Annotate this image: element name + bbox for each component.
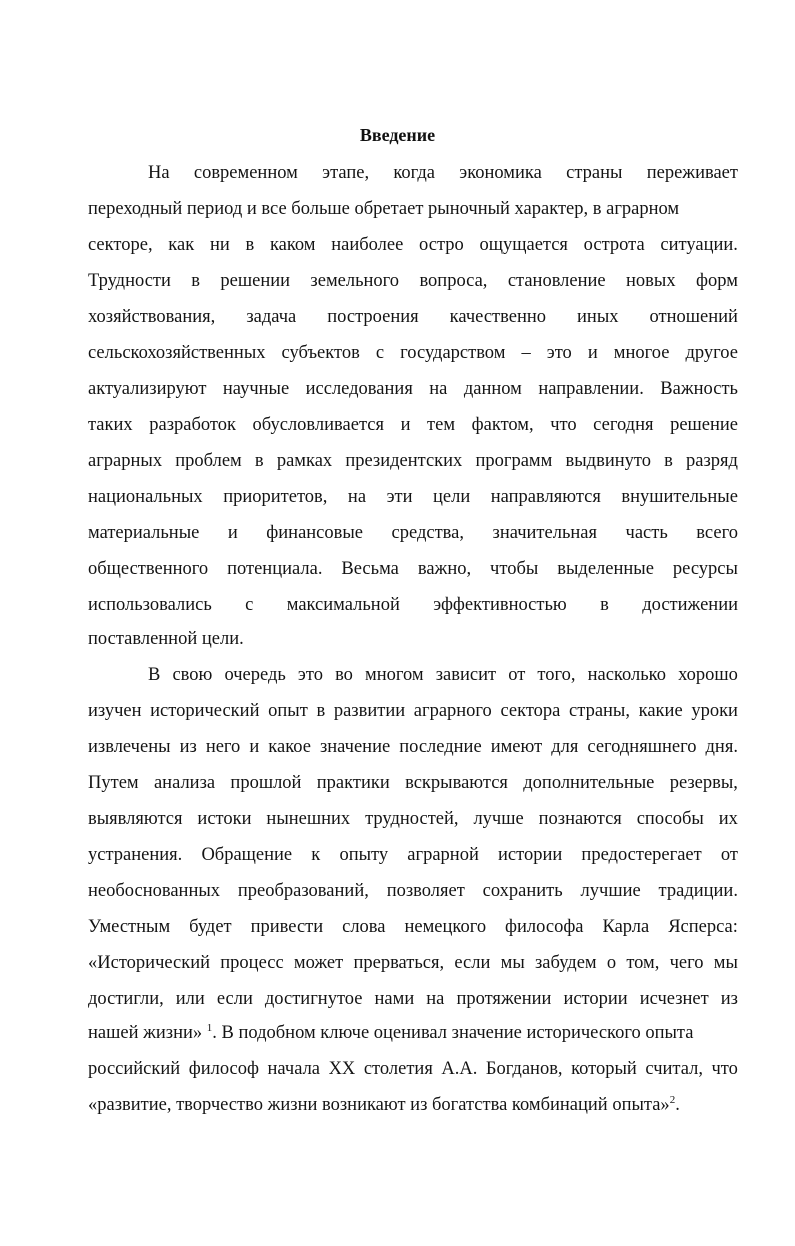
paragraph-1-line-4-word: форм [695,271,738,291]
paragraph-2-line-10-word: протяжении [456,989,552,1009]
paragraph-1-line-3-word: наиболее [331,235,404,255]
paragraph-2-line-9-word: «Исторический [88,953,211,973]
paragraph-2-line-5-word: лучше [473,809,524,829]
paragraph-1-line-10-word: национальных [88,487,203,507]
paragraph-2-line-1-word: очередь [224,665,286,685]
paragraph-2-line-7-word: позволяет [386,881,465,901]
paragraph-1-line-12-word: чтобы [490,559,539,579]
paragraph-2-line-4-word: практики [316,773,390,793]
paragraph-2-line-7-word: сохранить [482,881,563,901]
paragraph-2-line-5-word: их [718,809,738,829]
paragraph-2-line-7-word: лучшие [580,881,641,901]
paragraph-2-line-1-word: многом [365,665,424,685]
paragraph-2-line-7-word: традиции. [658,881,738,901]
paragraph-2-line-12-word: А.А. [441,1059,478,1079]
paragraph-2-line-3-word: из [179,737,197,757]
paragraph-2-line-9-word: о [606,953,617,973]
paragraph-1-line-10-word: внушительные [621,487,738,507]
paragraph-2-line-3-word: для [551,737,579,757]
paragraph-1-line-5-word: хозяйствования, [88,307,216,327]
paragraph-1-line-3-word: ситуации. [660,235,738,255]
paragraph-1-line-6-word: многое [613,343,670,363]
paragraph-2-line-1 [148,664,738,686]
paragraph-2-line-2-word: развитии [333,701,406,721]
paragraph-1-line-9-word: аграрных [88,451,163,471]
paragraph-1-line-8-word: и [400,415,411,435]
paragraph-1-line-1-word: экономика [459,163,542,183]
paragraph-1-line-1-word: когда [393,163,435,183]
paragraph-2-line-6-word: предостерегает [581,845,702,865]
paragraph-1-line-6-word: это [546,343,572,363]
paragraph-1-line-12-word: общественного [88,559,209,579]
paragraph-1-line-4-word: становление [507,271,606,291]
paragraph-1-line-7-word: Важность [660,379,738,399]
paragraph-2-line-6-word: опыту [339,845,389,865]
paragraph-1-line-12-word: Весьма [341,559,399,579]
paragraph-1-line-6-word: субъектов [281,343,360,363]
paragraph-2-line-1-word: того, [537,665,576,685]
paragraph-2-line-9-word: может [293,953,344,973]
paragraph-2-line-3 [88,736,738,758]
paragraph-1-line-10 [88,486,738,508]
paragraph-2-line-10-word: исчезнет [639,989,709,1009]
paragraph-1-line-8-word: что [550,415,577,435]
paragraph-2-line-8-word: Ясперса: [668,917,738,937]
paragraph-2-line-9 [88,952,738,974]
footnote-ref-2: 2 [669,1093,676,1106]
paragraph-2-line-3-word: дня. [705,737,738,757]
paragraph-2-line-4-word: дополнительные [523,773,655,793]
paragraph-1-line-6-word: и [587,343,598,363]
paragraph-1-line-8 [88,414,738,436]
paragraph-2-line-10-word: достигли, [88,989,164,1009]
paragraph-1-line-12-word: выделенные [557,559,654,579]
paragraph-2-line-10 [88,988,738,1010]
paragraph-1-line-4-word: вопроса, [419,271,488,291]
footnote-ref-1: 1 [206,1021,213,1034]
paragraph-1-line-6-word: – [521,343,531,363]
paragraph-1-line-1-word: На [148,163,170,183]
paragraph-2-line-9-word: мы [500,953,525,973]
paragraph-2-line-13-text: «развитие, творчество жизни возникают из богатства комбинаций опыта» [88,1095,670,1115]
paragraph-1-line-2 [88,198,738,220]
paragraph-1-line-13-word: максимальной [286,595,400,615]
paragraph-2-line-2-word: изучен [88,701,142,721]
paragraph-2-line-5-word: нынешних [266,809,351,829]
paragraph-1-line-8-word: решение [670,415,738,435]
paragraph-1-line-4-word: новых [626,271,676,291]
paragraph-1-line-9-word: в [664,451,673,471]
paragraph-1-line-10-word: направляются [490,487,601,507]
paragraph-2-line-5-word: познаются [538,809,622,829]
paragraph-2-line-12-word: считал, [645,1059,703,1079]
paragraph-1-line-3-word: ощущается [479,235,568,255]
paragraph-2-line-6-word: истории [498,845,563,865]
page-title: Введение [359,125,436,145]
paragraph-1-line-5-word: качественно [449,307,547,327]
paragraph-1-line-7-word: направлении. [538,379,644,399]
paragraph-2-line-3-word: имеют [490,737,543,757]
paragraph-2-line-6-word: к [311,845,321,865]
paragraph-2-line-4-word: Путем [88,773,139,793]
paragraph-1-line-6 [88,342,738,364]
paragraph-1-line-9-word: президентских [345,451,463,471]
paragraph-2-line-9-word: если [454,953,491,973]
paragraph-2-line-1-word: во [335,665,353,685]
paragraph-2-line-10-word: из [720,989,738,1009]
paragraph-2-line-2-word: аграрного [413,701,492,721]
paragraph-2-line-3-word: извлечены [88,737,171,757]
paragraph-2-line-9-word: прерваться, [353,953,445,973]
paragraph-2-line-3-word: него [205,737,241,757]
paragraph-1-line-8-word: обусловливается [252,415,385,435]
paragraph-2-line-3-word: значение [319,737,391,757]
paragraph-2-line-6-word: Обращение [201,845,293,865]
paragraph-2-line-5-word: выявляются [88,809,183,829]
paragraph-2-line-4-word: резервы, [669,773,738,793]
paragraph-2-line-1-word: насколько [587,665,666,685]
paragraph-2-line-6-word: устранения. [88,845,183,865]
paragraph-2-line-5-word: трудностей, [365,809,459,829]
paragraph-2-line-8-word: привести [250,917,324,937]
paragraph-2-line-7-word: необоснованных [88,881,221,901]
paragraph-1-line-12-word: ресурсы [672,559,738,579]
paragraph-1-line-5 [88,306,738,328]
paragraph-1-line-5-word: задача [246,307,297,327]
paragraph-2-line-8-word: немецкого [404,917,487,937]
paragraph-1-line-5-word: построения [327,307,419,327]
paragraph-2-line-8-word: Карла [602,917,650,937]
paragraph-2-line-10-word: истории [563,989,628,1009]
paragraph-1-line-7-word: данном [463,379,522,399]
paragraph-1-line-8-word: таких [88,415,133,435]
paragraph-2-line-5-word: способы [636,809,704,829]
paragraph-2-line-12-word: начала [267,1059,321,1079]
paragraph-2-line-8-word: Уместным [88,917,171,937]
paragraph-1-line-13-word: достижении [642,595,738,615]
paragraph-1-line-10-word: приоритетов, [223,487,328,507]
paragraph-2-line-3-word: какое [268,737,311,757]
paragraph-1-line-9-word: проблем [175,451,242,471]
paragraph-2-line-13 [88,1094,680,1116]
paragraph-2-line-10-word: на [426,989,445,1009]
paragraph-2-line-12-word: XX [328,1059,356,1079]
paragraph-2-line-2 [88,700,738,722]
paragraph-1-line-11-word: часть [625,523,668,543]
paragraph-2-line-11-text: нашей жизни» [88,1023,203,1043]
paragraph-1-line-1-word: современном [193,163,298,183]
paragraph-1-line-9 [88,450,738,472]
paragraph-2-line-2-word: какие [638,701,683,721]
paragraph-1-line-12 [88,558,738,580]
paragraph-1-line-9-word: программ [475,451,553,471]
paragraph-2-line-4 [88,772,738,794]
paragraph-2-line-6-word: от [720,845,738,865]
paragraph-1-line-7-word: актуализируют [88,379,207,399]
paragraph-2-line-12-word: столетия [363,1059,433,1079]
paragraph-1-line-12-word: важно, [417,559,472,579]
paragraph-1-line-4-word: решении [220,271,291,291]
paragraph-1-line-3-word: как [168,235,195,255]
paragraph-1-line-10-word: цели [433,487,471,507]
paragraph-2-line-5-word: истоки [197,809,252,829]
paragraph-2-line-8-word: будет [189,917,232,937]
paragraph-1-line-3-word: каком [269,235,316,255]
paragraph-2-line-9-word: том, [626,953,660,973]
paragraph-2-line-12-word: что [711,1059,738,1079]
paragraph-2-line-2-word: в [316,701,326,721]
paragraph-2-line-3-word: и [249,737,260,757]
paragraph-2-line-4-word: анализа [153,773,216,793]
paragraph-2-line-13-rest: . [675,1095,680,1115]
paragraph-1-line-7-word: на [429,379,448,399]
paragraph-2-line-11-rest: . В подобном ключе оценивал значение исторического опыта [212,1023,694,1043]
paragraph-2-line-10-word: нами [374,989,415,1009]
paragraph-1-line-1-word: страны [566,163,623,183]
paragraph-2-line-5 [88,808,738,830]
paragraph-1-line-3-word: ни [209,235,230,255]
paragraph-2-line-2-word: сектора [500,701,561,721]
paragraph-1-line-13-word: с [245,595,254,615]
paragraph-1-line-11 [88,522,738,544]
paragraph-2-line-6 [88,844,738,866]
paragraph-1-line-11-word: всего [696,523,738,543]
paragraph-2-line-9-word: процесс [220,953,284,973]
paragraph-2-line-10-word: или [175,989,205,1009]
paragraph-2-line-9-word: мы [713,953,738,973]
paragraph-1-line-6-word: другое [685,343,738,363]
paragraph-2-line-9-word: чего [669,953,704,973]
paragraph-2-line-12-word: который [571,1059,637,1079]
paragraph-1-line-8-word: разработок [149,415,236,435]
paragraph-2-line-6-word: аграрной [407,845,479,865]
paragraph-2-line-11 [88,1022,693,1044]
paragraph-1-line-7 [88,378,738,400]
paragraph-1-line-9-word: разряд [686,451,738,471]
paragraph-2-line-7 [88,880,738,902]
paragraph-1-line-9-word: рамках [276,451,333,471]
paragraph-2-line-4-word: вскрываются [405,773,508,793]
paragraph-1-line-3 [88,234,738,256]
paragraph-1-line-11-word: и [227,523,238,543]
paragraph-2-line-2-word: уроки [691,701,738,721]
paragraph-1-line-13-word: эффективностью [433,595,567,615]
paragraph-1-line-13-word: использовались [88,595,212,615]
paragraph-1-line-5-word: отношений [649,307,738,327]
paragraph-2-line-2-word: страны, [569,701,630,721]
paragraph-1-line-13 [88,594,738,616]
paragraph-1-line-3-word: остро [419,235,464,255]
paragraph-1-line-8-word: сегодня [593,415,654,435]
paragraph-1-line-11-word: средства, [391,523,465,543]
paragraph-1-line-4-word: Трудности [88,271,171,291]
paragraph-1-line-3-word: секторе, [88,235,153,255]
paragraph-1-line-3-word: острота [583,235,645,255]
paragraph-1-line-12-word: потенциала. [227,559,323,579]
paragraph-2-line-2-word: опыт [268,701,308,721]
paragraph-2-line-9-word: забудем [534,953,597,973]
paragraph-2-line-12-word: философ [188,1059,259,1079]
paragraph-2-line-2-word: исторический [150,701,260,721]
paragraph-2-line-10-word: достигнутое [264,989,363,1009]
paragraph-1-line-11-word: значительная [492,523,598,543]
paragraph-2-line-3-word: последние [399,737,482,757]
paragraph-2-line-12-word: Богданов, [485,1059,563,1079]
paragraph-2-line-10-word: если [216,989,253,1009]
paragraph-1-line-7-word: научные [222,379,290,399]
paragraph-2-line-1-word: зависит [435,665,497,685]
paragraph-2-line-1-word: это [297,665,323,685]
paragraph-1-line-9-word: в [254,451,264,471]
paragraph-1-line-3-word: в [245,235,255,255]
paragraph-1-line-8-word: тем [427,415,456,435]
paragraph-1-line-6-word: с [375,343,385,363]
paragraph-2-line-1-word: свою [172,665,213,685]
paragraph-2-line-1-word: хорошо [678,665,738,685]
paragraph-1-line-1 [148,162,738,184]
paragraph-1-line-2-text: переходный период и все больше обретает рыночный характер, в аграрном [88,199,680,219]
paragraph-2-line-12-word: российский [88,1059,181,1079]
paragraph-1-line-10-word: эти [386,487,413,507]
paragraph-2-line-1-word: от [508,665,526,685]
paragraph-2-line-3-word: сегодняшнего [587,737,697,757]
paragraph-1-line-11-word: материальные [88,523,200,543]
paragraph-1-line-4 [88,270,738,292]
paragraph-1-line-5-word: иных [577,307,619,327]
paragraph-1-line-13-word: в [600,595,609,615]
paragraph-1-line-6-word: государством [400,343,506,363]
paragraph-1-line-10-word: на [347,487,367,507]
paragraph-1-line-4-word: земельного [310,271,400,291]
paragraph-1-line-14: поставленной цели. [88,629,244,649]
paragraph-2-line-8 [88,916,738,938]
paragraph-2-line-4-word: прошлой [230,773,302,793]
paragraph-1-line-1-word: этапе, [322,163,370,183]
paragraph-2-line-1-word: В [148,665,161,685]
paragraph-2-line-8-word: философа [505,917,584,937]
paragraph-2-line-8-word: слова [342,917,386,937]
paragraph-1-line-9-word: выдвинуто [565,451,651,471]
paragraph-2-line-7-word: преобразований, [237,881,369,901]
paragraph-1-line-4-word: в [191,271,201,291]
paragraph-2-line-12 [88,1058,738,1080]
paragraph-1-line-7-word: исследования [305,379,413,399]
paragraph-1-line-8-word: фактом, [471,415,534,435]
paragraph-1-line-6-word: сельскохозяйственных [88,343,266,363]
paragraph-1-line-1-word: переживает [646,163,738,183]
paragraph-1-line-11-word: финансовые [266,523,364,543]
